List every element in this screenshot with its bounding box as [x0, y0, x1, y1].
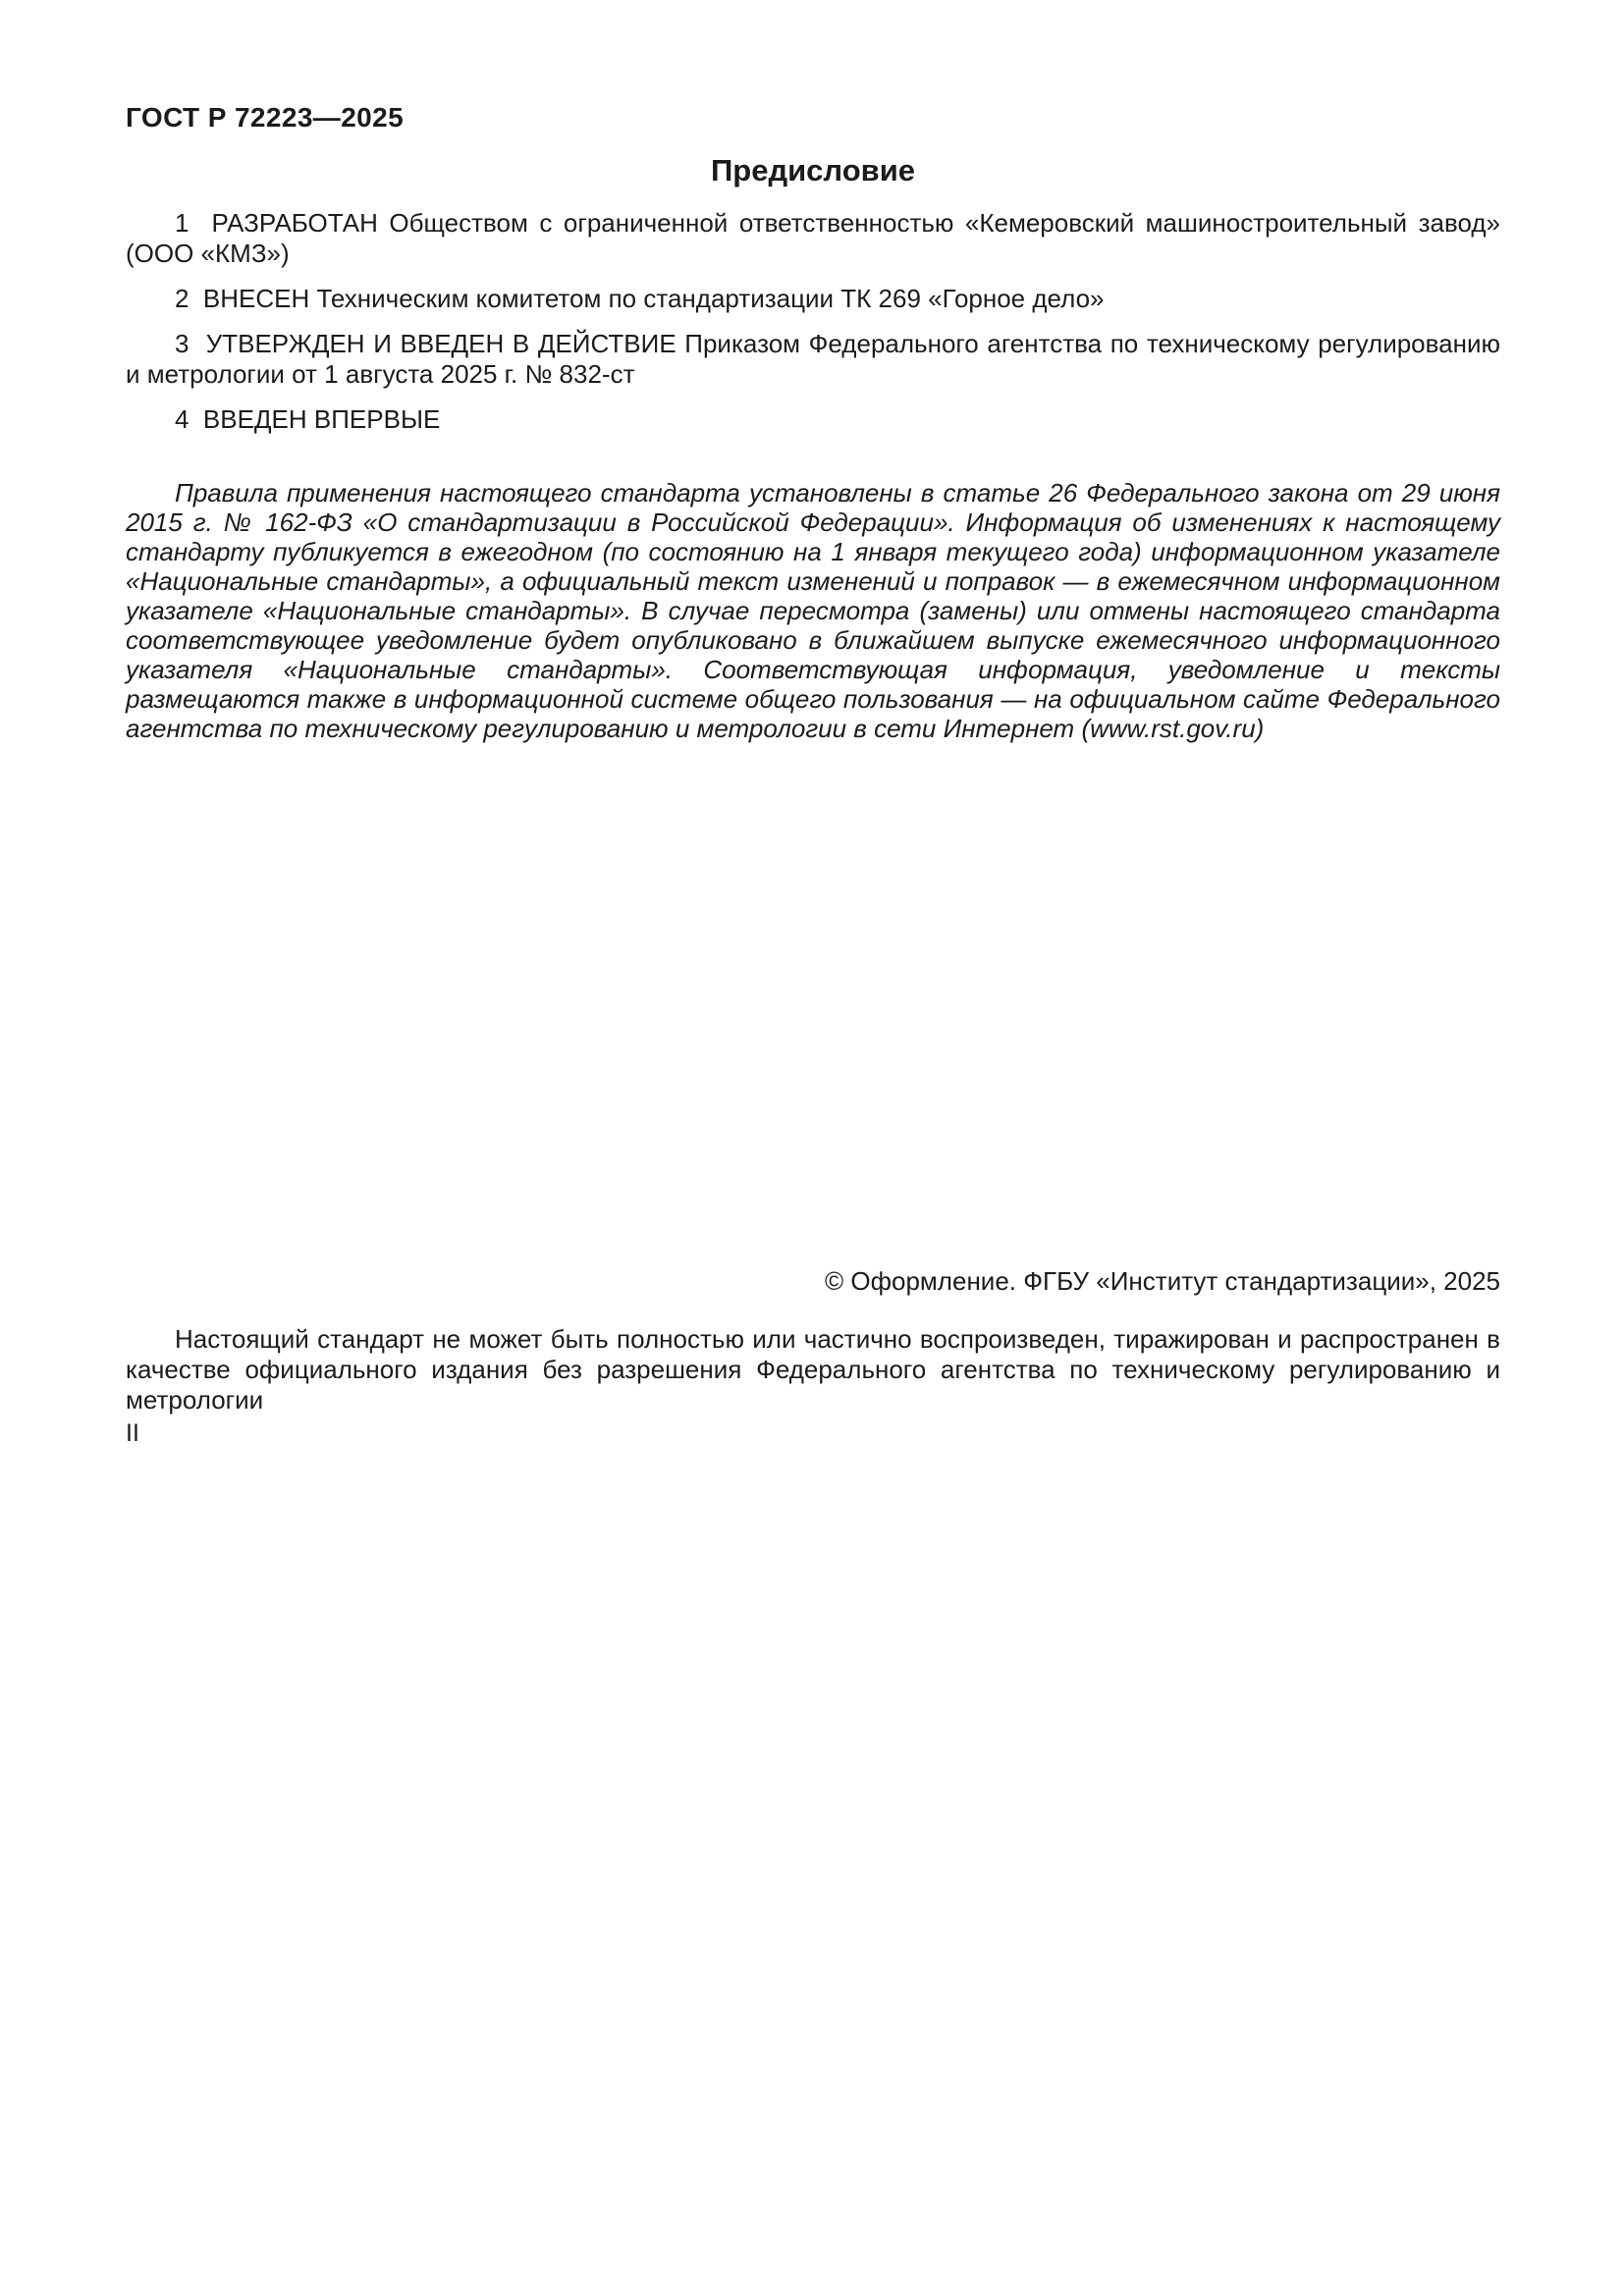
foreword-item-4: 4 ВВЕДЕН ВПЕРВЫЕ	[175, 404, 441, 434]
doc-number: ГОСТ Р 72223—2025	[126, 102, 405, 133]
legal-notice: Правила применения настоящего стандарта установлены в статье 26 Федерального закона от 29 июня 2015 г. № 162-ФЗ «О стандартизации в Российской Федерации». Информация об изменениях к настоящему стандарту публикуется в ежегодном (по состоянию на 1 января текущего года) информационном указателе «Национальные стандарты», а официальный текст изменений и поправок — в ежемесячном информационном указателе «Национальные стандарты». В случае пересмотра (замены) или отмены настоящего стандарта соответствующее уведомление будет опубликовано в ближайшем выпуске ежемесячного информационного указателя «Национальные стандарты». Соответствующая информация, уведомление и тексты размещаются также в информационной системе общего пользования — на официальном сайте Федерального агентства по техническому регулированию и метрологии в сети Интернет (www.rst.gov.ru)	[126, 478, 1500, 743]
page-number: II	[126, 1419, 139, 1447]
disclaimer: Настоящий стандарт не может быть полностью или частично воспроизведен, тиражирован и распространен в качестве официального издания без разрешения Федерального агентства по техническому регулированию и метрологии	[126, 1324, 1500, 1415]
foreword-item-3: 3 УТВЕРЖДЕН И ВВЕДЕН В ДЕЙСТВИЕ Приказом Федерального агентства по техническому регулированию и метрологии от 1 августа 2025 г. № 832-ст	[126, 329, 1500, 389]
copyright-line: © Оформление. ФГБУ «Институт стандартизации», 2025	[825, 1266, 1500, 1296]
page-content	[126, 102, 1500, 743]
page-footer	[126, 1266, 1500, 1448]
foreword-item-1: 1 РАЗРАБОТАН Обществом с ограниченной ответственностью «Кемеровский машиностроительный завод» (ООО «КМЗ»)	[126, 208, 1500, 268]
foreword-item-2: 2 ВНЕСЕН Техническим комитетом по стандартизации ТК 269 «Горное дело»	[175, 284, 1105, 313]
page-title: Предисловие	[710, 153, 915, 187]
